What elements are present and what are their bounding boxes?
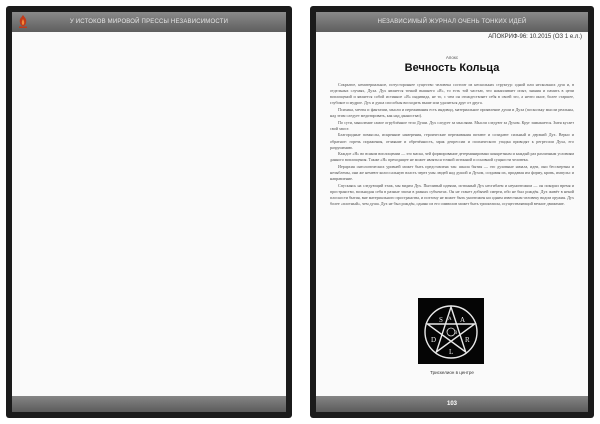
right-page-header [316,12,588,32]
paragraph: Сокрытое, нематериальное, потустороннее существо человека состоит из нескольких структур: одной или нескольких душ и, в отдельных случаях, Духа. Дух является точкой вышнего «Я», то есть той частью, что накапливает опыт, знания и память в цепи воплощений и является собой истинное «Я» индивида, не то, с чем он отождествляет себя в своей эго, а нечто иное, более старшее, глубокое и мудрое. Дух и душа способны восходить выше или удалиться друг от друга. [330,82,574,106]
sigil-letter: B [454,331,458,336]
sigil-graphic [418,298,484,364]
sigil-letter: A [448,317,452,322]
flame-emblem-icon [16,14,30,29]
sigil-letter: D [431,336,437,344]
paragraph: Психика, мечты и фантазии, мысли и переживания есть индивид, материальное проявление души и Духа (поскольку мысли реальны, над этим следует медитировать, как над данностью). [330,107,574,119]
paragraph: Каждое «Я» во всяком воплощении — это маска, чей формирование детерминировано конкретным и каждый раз различным условиям данного воплощения. Также «Я» преходящее не может являться точкой истинной и основной сущности человека. [330,151,574,163]
left-page-footer [12,396,286,412]
left-page [6,6,292,418]
right-page [310,6,594,418]
paragraph: Благородные помыслы, искренние намерения, героические переживания питают и созидают сильный и дерзкий Дух. Верно и обратное: горечь поражения, отчаяние и обречённость, мрак депрессии и психического упадка приводят к регрессии Духа, его разрушению. [330,132,574,150]
right-page-header-title: НЕЗАВИСИМЫЙ ЖУРНАЛ ОЧЕНЬ ТОНКИХ ИДЕЙ [377,19,527,25]
article-body [330,82,574,208]
left-page-sheet [12,12,286,412]
paragraph: Иерархия онтологических уровней может быть представлена так: шкала бытия — это духовные начала, идеи, они бессмертны и незыблемы, они же немеют колоссальную власть через умы людей над душой и Духом, создавая их, придавая им форму, кровь, импульс и направление. [330,163,574,182]
issue-line: АПОКРИФ-96: 10.2015 (ОЗ 1 е.л.) [488,34,582,40]
sigil-letter: R [465,336,470,344]
right-page-sheet [316,12,588,412]
paragraph: Спускаясь на следующий этаж, мы видим Дух. Пытливый идеями, истинный Дух несгибаем и неуничтожим — он покорил время и пространство, вольнодан себя в разные эпохи в разных субъектах. Он не станет добычей смерти, ибо не был рождён. Дух живёт в некой плоскости бытия, вне материального пространства, и поэтому не может быть уничтожен ни одним известным человеку видом оружия. Дух более «плотный», чем душа. Дух не был рождён, однако из его символов может быть трискелион, осуществляющий вечное движение. [330,182,574,207]
section-label: Апокс [445,55,459,60]
right-page-footer [316,396,588,412]
figure-caption: Трискелион в центре [430,370,474,375]
sigil-letter: A [460,316,466,324]
left-page-header-title: У ИСТОКОВ МИРОВОЙ ПРЕССЫ НЕЗАВИСИМОСТИ [69,19,229,25]
pentagram-sigil-icon [418,298,484,364]
page-number: 103 [446,401,457,407]
left-page-header [12,12,286,32]
article-title: Вечность Кольца [404,62,500,74]
sigil-letter: S [439,316,443,324]
paragraph: По сути, мышление самое огрублённое тело Души. Дух следует за мыслями. Мысли следуют за Духом. Круг замыкается. Змея кусает свой хвост. [330,119,574,131]
sigil-letter: L [449,348,454,356]
